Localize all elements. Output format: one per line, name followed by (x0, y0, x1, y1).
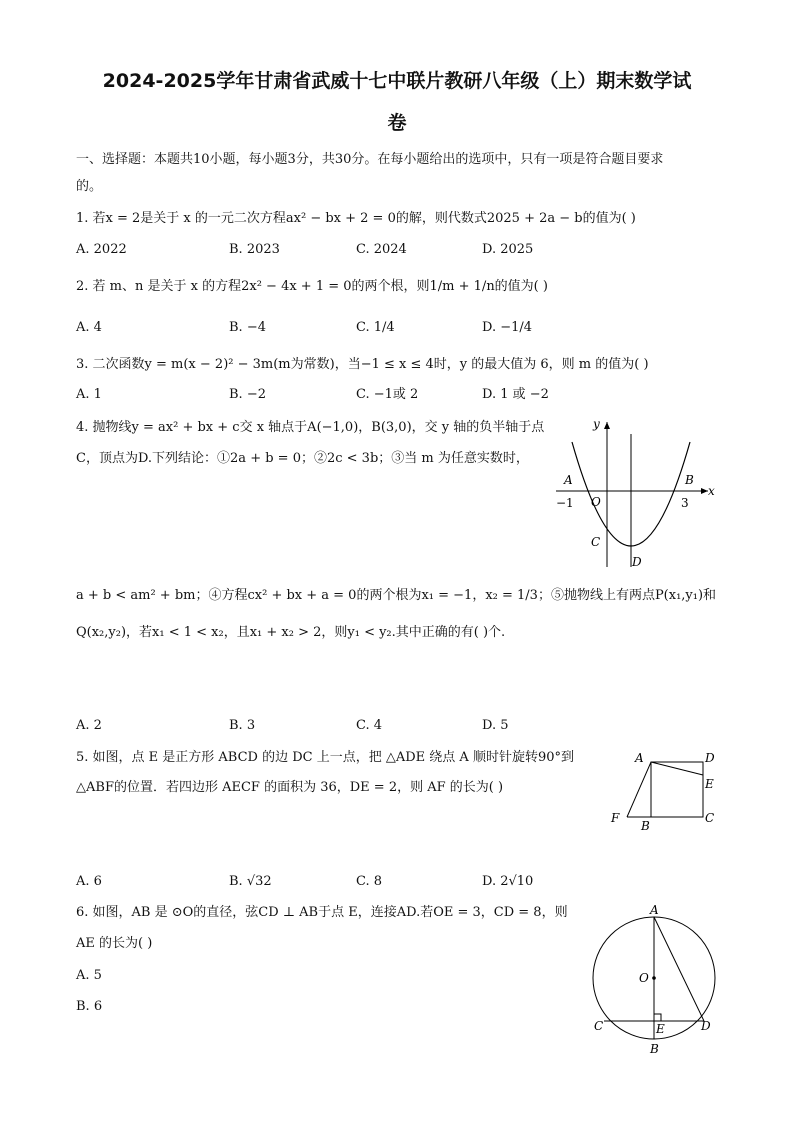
label-C: C (591, 535, 601, 549)
center-dot (652, 976, 656, 980)
label-C: C (705, 811, 715, 825)
q1-option-a: A. 2022 (76, 242, 127, 257)
segment-AF (627, 762, 651, 817)
q1-option-c: C. 2024 (356, 242, 407, 257)
q1-option-d: D. 2025 (482, 242, 534, 257)
label-E: E (705, 777, 714, 791)
q4-option-b: B. 3 (229, 718, 256, 733)
y-axis-arrow (604, 422, 610, 429)
square-ABCD (651, 762, 703, 817)
label-O: O (639, 971, 649, 985)
q2-option-c: C. 1/4 (356, 320, 395, 335)
document-title-line1: 2024-2025学年甘肃省武威十七中联片教研八年级（上）期末数学试 (102, 70, 692, 92)
label-B: B (641, 819, 650, 833)
q5-text-line1: 5. 如图，点 E 是正方形 ABCD 的边 DC 上一点，把 △ADE 绕点 A 顺时针旋转90°到 (76, 750, 574, 765)
label-B: B (685, 473, 694, 487)
label-minus-one: −1 (556, 496, 574, 510)
q3-option-d: D. 1 或 −2 (482, 387, 549, 402)
q2-text: 2. 若 m、n 是关于 x 的方程2x² − 4x + 1 = 0的两个根，则1/m + 1/n的值为( ) (76, 279, 548, 294)
section-heading-line1: 一、选择题：本题共10小题，每小题3分，共30分。在每小题给出的选项中，只有一项是符合题目要求 (76, 152, 664, 167)
q4-option-d: D. 5 (482, 718, 509, 733)
label-F: F (611, 811, 620, 825)
q4-option-c: C. 4 (356, 718, 383, 733)
label-C: C (594, 1019, 604, 1033)
right-angle-mark (654, 1014, 661, 1021)
label-D: D (705, 751, 715, 765)
q4-parabola-figure (548, 412, 728, 572)
q1-text: 1. 若x = 2是关于 x 的一元二次方程ax² − bx + 2 = 0的解，则代数式2025 + 2a − b的值为( ) (76, 211, 636, 226)
section-heading-line2: 的。 (76, 179, 103, 194)
label-y: y (593, 417, 600, 431)
q3-option-b: B. −2 (229, 387, 266, 402)
segment-AE (651, 762, 703, 775)
label-A: A (635, 751, 644, 765)
label-O: O (591, 495, 601, 509)
q5-option-d: D. 2√10 (482, 874, 534, 889)
label-x: x (708, 484, 715, 498)
q6-text-line2: AE 的长为( ) (76, 936, 153, 951)
segment-AD (654, 917, 704, 1021)
q2-option-a: A. 4 (76, 320, 102, 335)
x-axis-arrow (701, 488, 708, 494)
q4-text-line1: 4. 抛物线y = ax² + bx + c交 x 轴点于A(−1,0)，B(3,0)，交 y 轴的负半轴于点 (76, 420, 545, 435)
q5-option-b: B. √32 (229, 874, 272, 889)
label-A: A (650, 903, 659, 917)
q3-text: 3. 二次函数y = m(x − 2)² − 3m(m为常数)，当−1 ≤ x ≤ 4时，y 的最大值为 6，则 m 的值为( ) (76, 357, 649, 372)
q5-option-a: A. 6 (76, 874, 102, 889)
q4-option-a: A. 2 (76, 718, 102, 733)
label-B: B (650, 1042, 659, 1056)
document-title-line2: 卷 (387, 112, 407, 134)
q6-circle-figure (585, 900, 725, 1060)
q4-text-line4: Q(x₂,y₂)，若x₁ < 1 < x₂，且x₁ + x₂ > 2，则y₁ < y₂.其中正确的有( )个. (76, 625, 506, 640)
q5-text-line2: △ABF的位置．若四边形 AECF 的面积为 36，DE = 2，则 AF 的长为( ) (76, 780, 504, 795)
q6-text-line1: 6. 如图，AB 是 ⊙O的直径，弦CD ⊥ AB于点 E，连接AD.若OE = 3，CD = 8，则 (76, 905, 568, 920)
q3-option-a: A. 1 (76, 387, 102, 402)
label-D: D (632, 555, 642, 569)
q2-option-b: B. −4 (229, 320, 266, 335)
label-three: 3 (681, 496, 689, 510)
label-A: A (564, 473, 573, 487)
q1-option-b: B. 2023 (229, 242, 280, 257)
q2-option-d: D. −1/4 (482, 320, 533, 335)
label-E: E (656, 1022, 665, 1036)
q4-text-line3: a + b < am² + bm；④方程cx² + bx + a = 0的两个根为x₁ = −1，x₂ = 1/3；⑤抛物线上有两点P(x₁,y₁)和 (76, 588, 717, 603)
q5-option-c: C. 8 (356, 874, 383, 889)
label-D: D (701, 1019, 711, 1033)
q6-option-a: A. 5 (76, 968, 102, 983)
q3-option-c: C. −1或 2 (356, 387, 419, 402)
q4-text-line2: C，顶点为D.下列结论：①2a + b = 0；②2c < 3b；③当 m 为任意实数时， (76, 451, 529, 466)
q6-option-b: B. 6 (76, 999, 103, 1014)
q5-square-figure (605, 748, 725, 838)
